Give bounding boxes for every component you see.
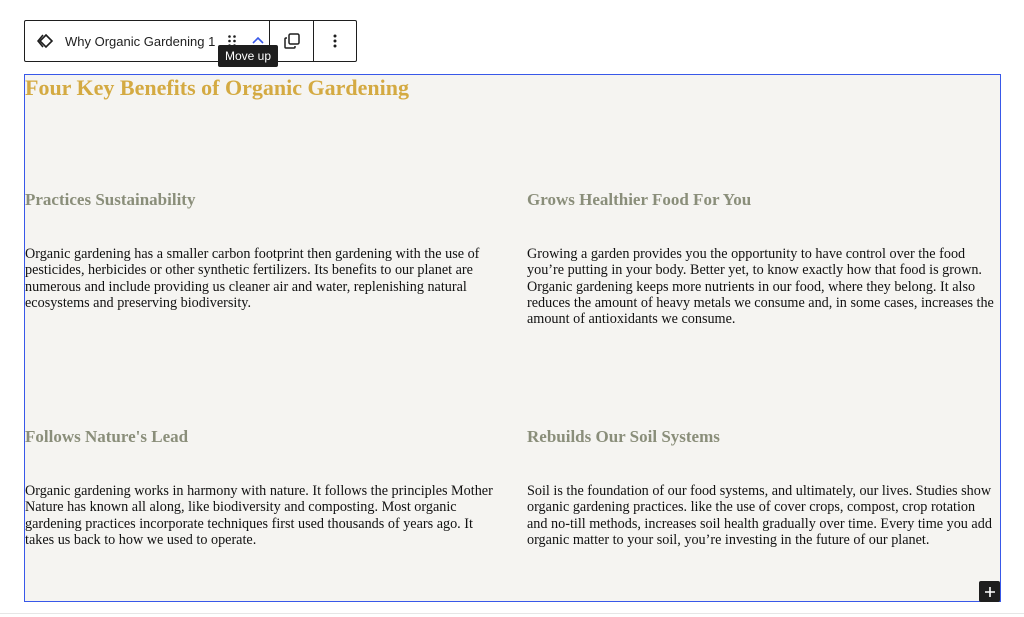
move-up-tooltip: Move up [218, 45, 278, 67]
column-heading[interactable]: Grows Healthier Food For You [527, 190, 752, 209]
column-follows-natures-lead[interactable] [25, 426, 495, 548]
column-rebuilds-soil-systems[interactable] [527, 426, 997, 548]
column-heading[interactable]: Practices Sustainability [25, 190, 196, 209]
column-practices-sustainability[interactable] [25, 189, 495, 311]
plus-icon [984, 586, 996, 598]
more-options-button[interactable] [314, 21, 356, 61]
column-grows-healthier-food[interactable] [527, 189, 997, 328]
block-name-label[interactable]: Why Organic Gardening 1 [65, 33, 216, 49]
block-toolbar [24, 20, 357, 62]
divider [0, 613, 1024, 614]
column-heading[interactable]: Rebuilds Our Soil Systems [527, 427, 720, 446]
copy-icon [283, 32, 301, 50]
section-heading[interactable]: Four Key Benefits of Organic Gardening [25, 75, 409, 100]
more-vertical-icon [332, 33, 338, 49]
column-paragraph[interactable]: Growing a garden provides you the opportunity to have control over the food you’re putting in your body. Better yet, to know exactly how that food is grown. Organic gardening keeps more nutrients in our food, where they belong. It also reduces the amount of heavy metals we consume and, in some cases, increases the amount of antioxidants we consume. [527, 246, 994, 328]
column-heading[interactable]: Follows Nature's Lead [25, 427, 189, 446]
column-paragraph[interactable]: Soil is the foundation of our food systems, and ultimately, our lives. Studies show organic gardening practices. like the use of cover crops, compost, crop rotation and no-till methods, increases soil health gradually over time. Every time you add organic matter to your soil, you’re investing in the future of our planet. [527, 483, 992, 548]
selected-group-block[interactable] [24, 74, 1001, 602]
add-block-button[interactable] [979, 581, 1000, 602]
column-paragraph[interactable]: Organic gardening works in harmony with nature. It follows the principles Mother Nature has known all along, like biodiversity and composting. Most organic gardening practices incorporate techniques first used thousands of years ago. It takes us back to how we used to operate. [25, 483, 493, 548]
column-paragraph[interactable]: Organic gardening has a smaller carbon footprint then gardening with the use of pesticides, herbicides or other synthetic fertilizers. Its benefits to our planet are numerous and include providing us cleaner air and water, replenishing natural ecosystems and preserving biodiversity. [25, 246, 480, 311]
block-synced-icon[interactable] [37, 31, 57, 51]
